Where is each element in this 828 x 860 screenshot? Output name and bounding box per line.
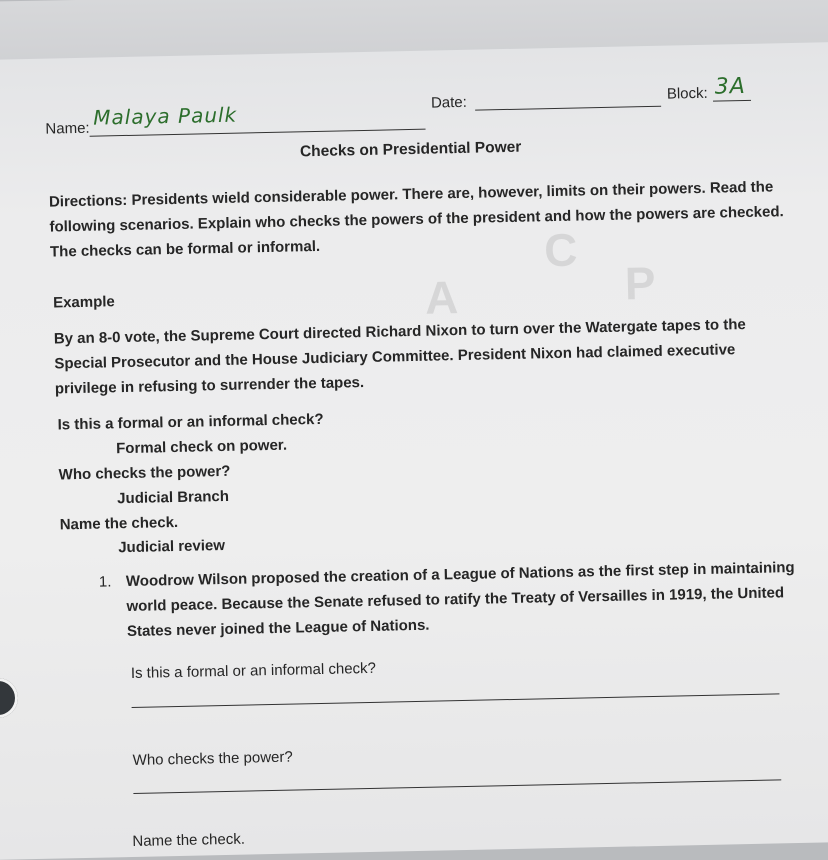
scenario-1-question-2: Who checks the power? xyxy=(132,748,293,769)
directions-line-3: The checks can be formal or informal. xyxy=(49,237,321,261)
answer-line-1[interactable] xyxy=(132,693,780,708)
scenario-1-question-3: Name the check. xyxy=(132,830,246,850)
bleed-through-mark: C xyxy=(543,223,578,277)
block-line xyxy=(713,100,751,102)
block-handwriting: 3A xyxy=(714,73,747,100)
block-label: Block: xyxy=(666,84,708,103)
example-question-2: Who checks the power? xyxy=(58,462,231,484)
worksheet-title: Checks on Presidential Power xyxy=(299,138,522,161)
date-line xyxy=(475,106,661,111)
example-question-1: Is this a formal or an informal check? xyxy=(57,410,324,434)
worksheet-page xyxy=(0,41,828,860)
directions-line-1: Directions: Presidents wield considerable power. There are, however, limits on their powers. Read the xyxy=(48,178,774,211)
name-label: Name: xyxy=(45,119,90,138)
name-line xyxy=(90,129,426,137)
example-answer-1: Formal check on power. xyxy=(115,436,288,458)
date-label: Date: xyxy=(430,93,468,112)
example-label: Example xyxy=(52,293,115,312)
example-answer-3: Judicial review xyxy=(118,536,226,557)
example-text-line-2: Special Prosecutor and the House Judiciary Committee. President Nixon had claimed executive xyxy=(54,341,736,373)
example-text-line-1: By an 8-0 vote, the Supreme Court directed Richard Nixon to turn over the Watergate tapes to the xyxy=(53,316,746,348)
scenario-1-number: 1. xyxy=(98,573,112,591)
scenario-1-text-line-1: Woodrow Wilson proposed the creation of a League of Nations as the first step in maintaining xyxy=(125,559,795,591)
example-answer-2: Judicial Branch xyxy=(117,487,230,508)
example-question-3: Name the check. xyxy=(59,513,179,534)
answer-line-2[interactable] xyxy=(133,779,781,794)
scenario-1-question-1: Is this a formal or an informal check? xyxy=(130,659,377,682)
scenario-1-text-line-3: States never joined the League of Nations. xyxy=(126,616,430,641)
student-name-handwriting: Malaya Paulk xyxy=(92,102,238,130)
scenario-1-text-line-2: world peace. Because the Senate refused to ratify the Treaty of Versailles in 1919, the United xyxy=(126,584,785,616)
bleed-through-mark: A xyxy=(424,271,459,324)
directions-line-2: following scenarios. Explain who checks the powers of the president and how the powers are checked. xyxy=(49,203,784,236)
bleed-through-mark: P xyxy=(624,256,657,310)
example-text-line-3: privilege in refusing to surrender the tapes. xyxy=(54,374,365,398)
